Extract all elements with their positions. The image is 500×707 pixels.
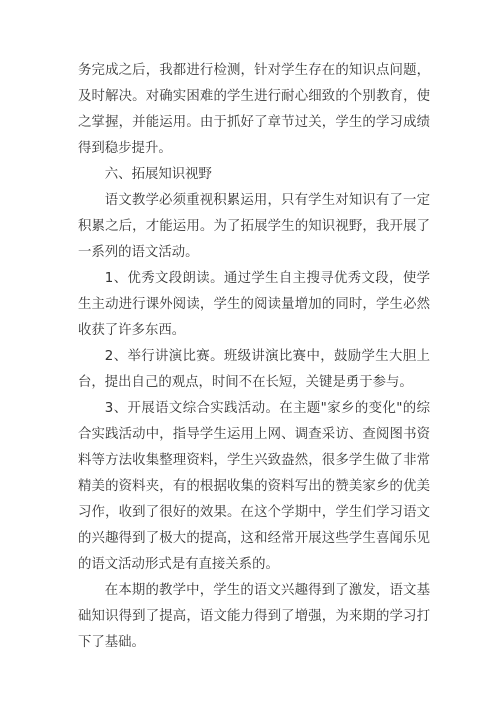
paragraph-practice-activity: 3、开展语文综合实践活动。在主题"家乡的变化"的综合实践活动中，指导学生运用上网、调查采访、查阅图书资料等方法收集整理资料，学生兴致盎然，很多学生做了非常精美的资料夹，有的根据收集的资料写出的赞美家乡的优美习作，收到了很好的效果。在这个学期中，学生们学习语文的兴趣得到了极大的提高，这和经常开展这些学生喜闻乐见的语文活动形式是有直接关系的。	[78, 401, 430, 572]
paragraph-speech-contest: 2、举行讲演比赛。班级讲演比赛中，鼓励学生大胆上台，提出自己的观点，时间不在长短，关键是勇于参与。	[78, 349, 430, 390]
document-body	[78, 58, 430, 656]
paragraph-reading: 1、优秀文段朗读。通过学生自主搜寻优秀文段，使学生主动进行课外阅读，学生的阅读量增加的同时，学生必然收获了许多东西。	[78, 271, 430, 338]
paragraph-continuation: 务完成之后，我都进行检测，针对学生存在的知识点问题，及时解决。对确实困难的学生进行耐心细致的个别教育，使之掌握，并能运用。由于抓好了章节过关，学生的学习成绩得到稳步提升。	[78, 63, 430, 156]
paragraph-summary: 在本期的教学中，学生的语文兴趣得到了激发，语文基础知识得到了提高，语文能力得到了增强，为来期的学习打下了基础。	[78, 583, 430, 650]
section-heading: 六、拓展知识视野	[104, 167, 212, 182]
paragraph-accumulation: 语文教学必须重视积累运用，只有学生对知识有了一定积累之后，才能运用。为了拓展学生的知识视野，我开展了一系列的语文活动。	[78, 193, 430, 260]
